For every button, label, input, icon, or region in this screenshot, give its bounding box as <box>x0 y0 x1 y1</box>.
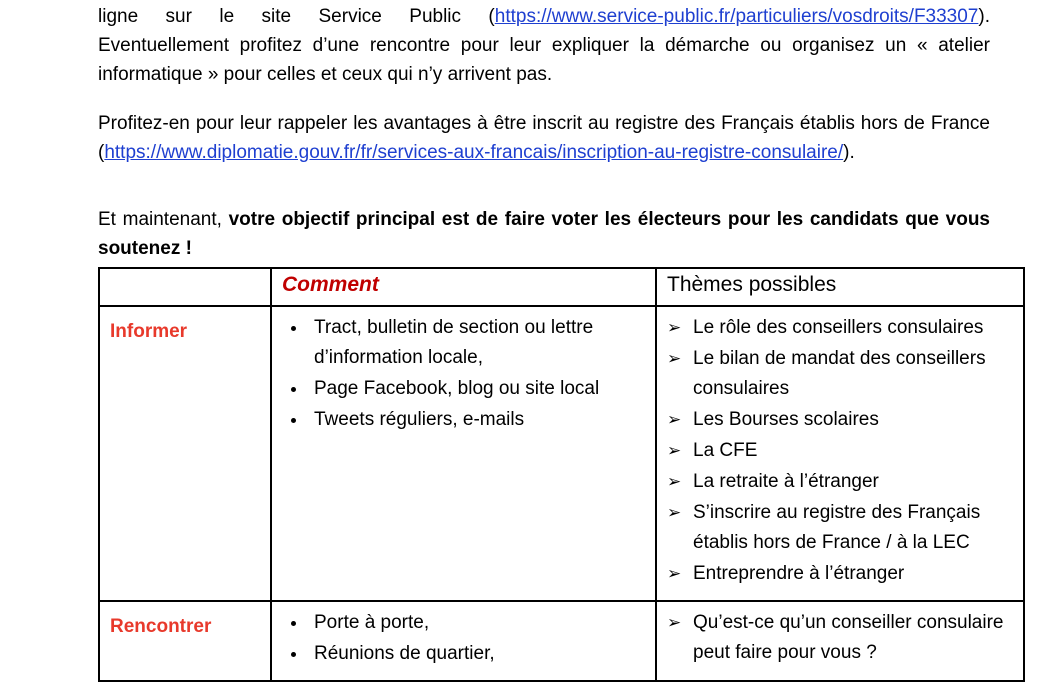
paragraph-1-after-link: ). Eventuellement profitez d’une rencontre pour leur expliquer la démarche ou organisez un « atelier informatique » pour celles et ceux qui n’y arrivent pas. <box>98 6 990 85</box>
header-comment-label: Comment <box>282 273 379 296</box>
paragraph-3-bold: votre objectif principal est de faire voter les électeurs pour les candidats que vous soutenez ! <box>98 209 990 259</box>
list-item: • Tweets réguliers, e-mails <box>308 405 645 435</box>
list-item: ➢ Le rôle des conseillers consulaires <box>667 313 1013 343</box>
header-cell-themes <box>656 268 1024 306</box>
spacer <box>98 167 990 205</box>
list-item: ➢ Les Bourses scolaires <box>667 405 1013 435</box>
row-label-rencontrer: Rencontrer <box>110 616 212 637</box>
header-cell-empty <box>99 268 271 306</box>
list-item: ➢ La retraite à l’étranger <box>667 467 1013 497</box>
comment-list-informer <box>282 313 645 435</box>
themes-list-rencontrer <box>667 608 1013 668</box>
service-public-link[interactable]: https://www.service-public.fr/particuliers/vosdroits/F33307 <box>494 6 979 27</box>
header-cell-comment <box>271 268 656 306</box>
list-item: ➢ S’inscrire au registre des Français établis hors de France / à la LEC <box>667 498 1013 558</box>
paragraph-2-after-link: ). <box>843 142 855 163</box>
paragraph-service-public <box>98 0 990 89</box>
table-header-row <box>99 268 1024 306</box>
paragraph-registre <box>98 109 990 167</box>
list-item: • Tract, bulletin de section ou lettre d’information locale, <box>308 313 645 373</box>
list-item: ➢ Le bilan de mandat des conseillers consulaires <box>667 344 1013 404</box>
row-label-informer: Informer <box>110 321 188 342</box>
header-themes-label: Thèmes <box>667 273 749 296</box>
list-item: ➢ Entreprendre à l’étranger <box>667 559 1013 589</box>
paragraph-1-before-link: ligne sur le site Service Public ( <box>98 6 495 27</box>
spacer <box>98 89 990 109</box>
paragraph-3-lead: Et maintenant, <box>98 209 229 230</box>
themes-list-informer <box>667 313 1013 589</box>
actions-table <box>98 267 1025 682</box>
table-row <box>99 306 1024 601</box>
row-comment-cell-informer <box>271 306 656 601</box>
list-item: ➢ Qu’est-ce qu’un conseiller consulaire peut faire pour vous ? <box>667 608 1013 668</box>
row-label-cell-rencontrer <box>99 601 271 681</box>
diplomatie-link[interactable]: https://www.diplomatie.gouv.fr/fr/services-aux-francais/inscription-au-registre-consulaire/ <box>104 142 844 163</box>
row-themes-cell-rencontrer <box>656 601 1024 681</box>
row-comment-cell-rencontrer <box>271 601 656 681</box>
comment-list-rencontrer <box>282 608 645 669</box>
row-label-cell-informer <box>99 306 271 601</box>
list-item: ➢ La CFE <box>667 436 1013 466</box>
list-item: • Réunions de quartier, <box>308 639 645 669</box>
list-item: • Page Facebook, blog ou site local <box>308 374 645 404</box>
paragraph-2-before-link: Profitez-en pour leur rappeler les avantages à être inscrit au registre des Français établis hors de France ( <box>98 113 990 163</box>
list-item: • Porte à porte, <box>308 608 645 638</box>
row-themes-cell-informer <box>656 306 1024 601</box>
header-themes-emphasis: possibles <box>748 273 837 296</box>
paragraph-objectif <box>98 205 990 263</box>
table-row <box>99 601 1024 681</box>
